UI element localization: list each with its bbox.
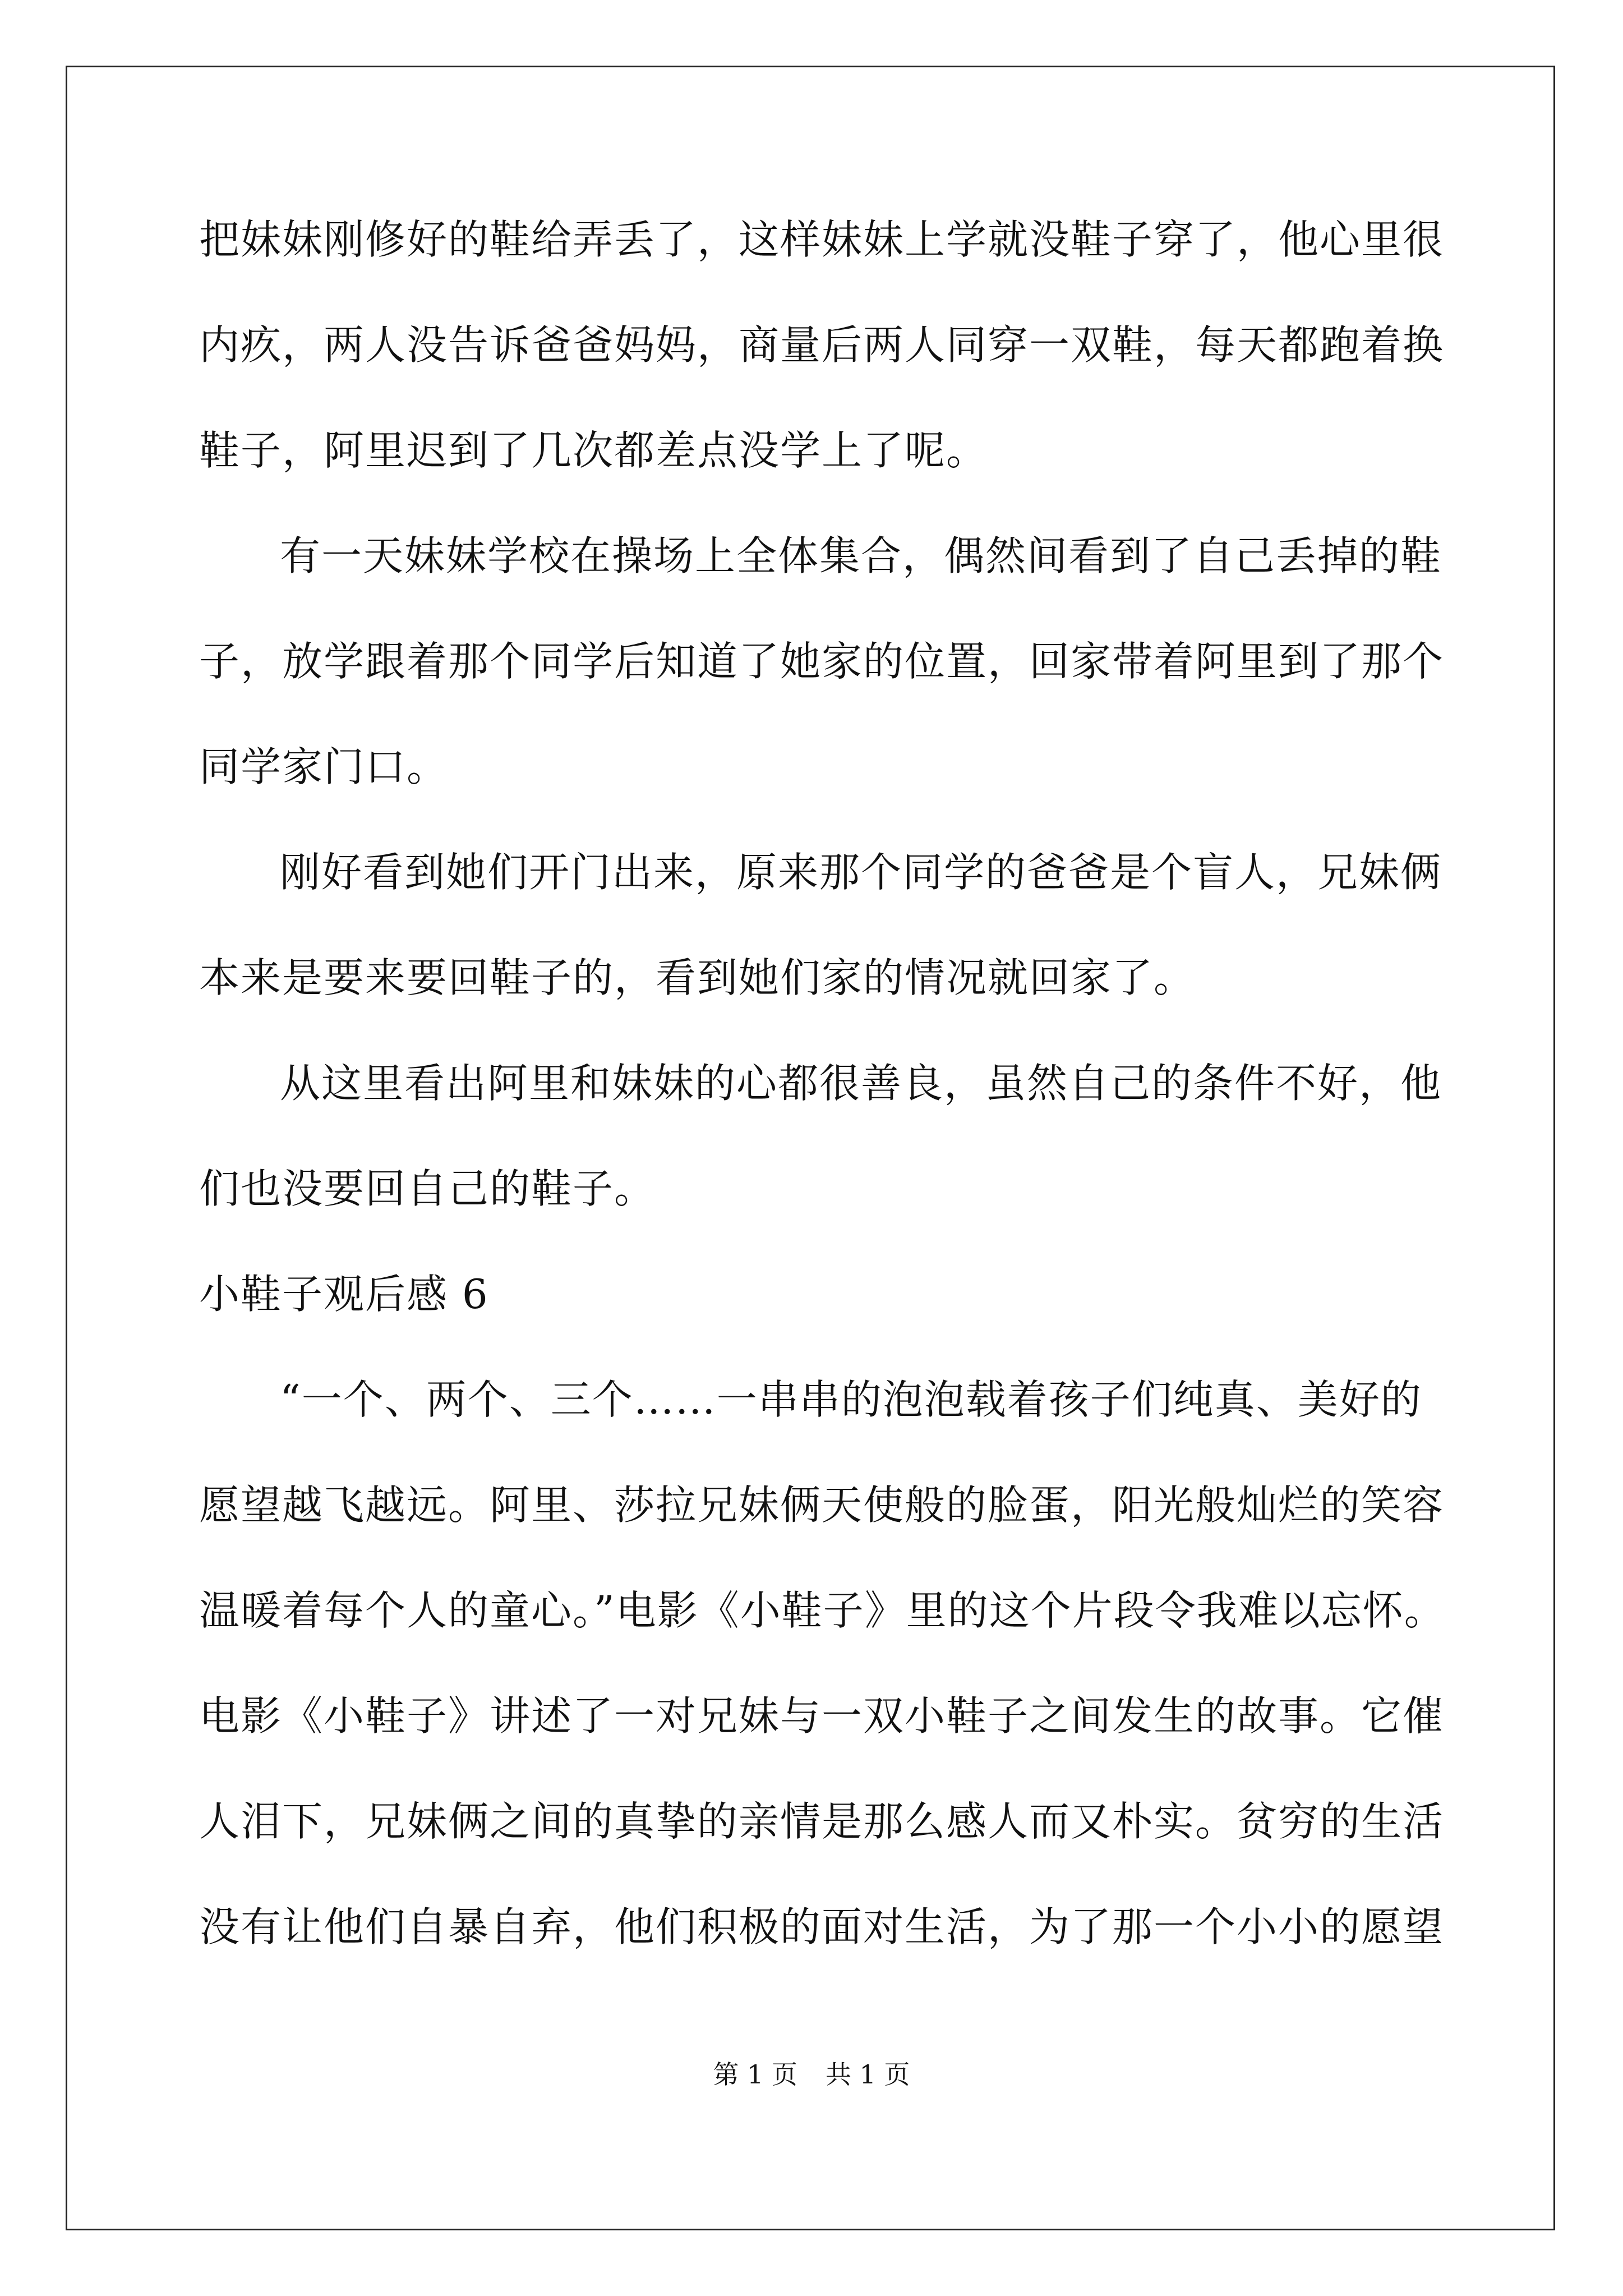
document-body <box>199 213 1455 2006</box>
page-total: 共 1 页 <box>826 2059 910 2090</box>
paragraph-start-line: “一个、两个、三个……一串串的泡泡载着孩子们纯真、美好的 <box>280 1376 1422 1423</box>
text-line: 愿望越飞越远。阿里、莎拉兄妹俩天使般的脸蛋，阳光般灿烂的笑容 <box>199 1481 1445 1529</box>
text-line: 温暖着每个人的童心。”电影《小鞋子》里的这个片段令我难以忘怀。 <box>199 1587 1446 1634</box>
paragraph-start-line: 刚好看到她们开门出来，原来那个同学的爸爸是个盲人，兄妹俩 <box>280 849 1442 896</box>
text-line: 人泪下，兄妹俩之间的真挚的亲情是那么感人而又朴实。贫穷的生活 <box>199 1798 1445 1845</box>
page-number: 第 1 页 <box>713 2059 797 2090</box>
text-line: 们也没要回自己的鞋子。 <box>199 1165 656 1212</box>
page-footer <box>0 2058 1623 2091</box>
text-line: 子，放学跟着那个同学后知道了她家的位置，回家带着阿里到了那个 <box>199 638 1445 685</box>
text-line: 鞋子，阿里迟到了几次都差点没学上了呢。 <box>199 427 988 474</box>
text-line: 同学家门口。 <box>199 743 449 790</box>
paragraph-start-line: 有一天妹妹学校在操场上全体集合，偶然间看到了自己丢掉的鞋 <box>280 532 1442 579</box>
text-line: 电影《小鞋子》讲述了一对兄妹与一双小鞋子之间发生的故事。它催 <box>199 1692 1445 1740</box>
text-line: 没有让他们自暴自弃，他们积极的面对生活，为了那一个小小的愿望 <box>199 1903 1445 1950</box>
section-heading: 小鞋子观后感 6 <box>199 1271 489 1318</box>
text-line: 本来是要来要回鞋子的，看到她们家的情况就回家了。 <box>199 954 1196 1001</box>
text-line: 内疚，两人没告诉爸爸妈妈，商量后两人同穿一双鞋，每天都跑着换 <box>199 321 1445 369</box>
paragraph-start-line: 从这里看出阿里和妹妹的心都很善良，虽然自己的条件不好，他 <box>280 1060 1442 1107</box>
text-line: 把妹妹刚修好的鞋给弄丢了，这样妹妹上学就没鞋子穿了，他心里很 <box>199 216 1445 263</box>
